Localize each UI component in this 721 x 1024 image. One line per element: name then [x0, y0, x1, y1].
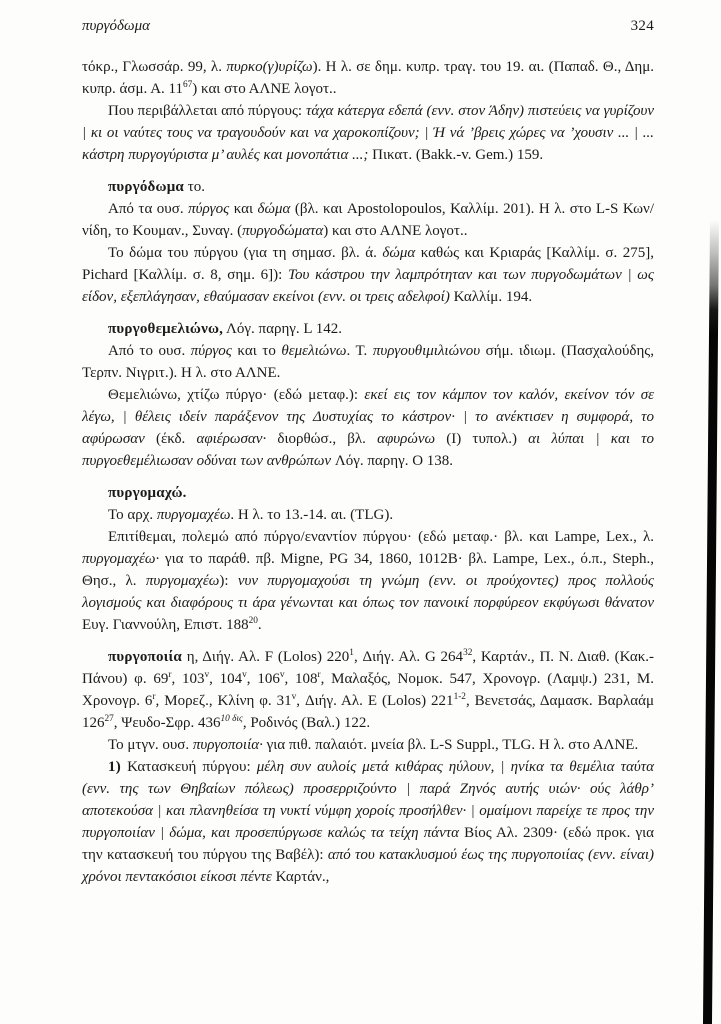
entry-paragraph: [82, 646, 654, 734]
paragraph: [82, 734, 654, 756]
text-segment: Από τα ουσ.: [108, 201, 189, 217]
text-segment: Που περιβάλλεται από πύργους:: [108, 103, 306, 119]
text-segment: (Ι) τυπολ.): [435, 431, 529, 447]
text-segment: , Καρτάν., Π. Ν. Διαθ. (Κακ.-Πάνου) φ. 69: [82, 649, 655, 687]
text-segment: πυργουθιμιλιώνου: [372, 343, 481, 359]
text-segment: Από το ουσ.: [108, 343, 191, 359]
entry-paragraph: [82, 482, 654, 504]
headword-segment: πυργοποιία: [108, 649, 182, 665]
text-segment: Κατασκευή πύργου:: [127, 759, 257, 775]
text-segment: καθώς και Κριαράς [Καλλίμ. σ. 275], Pichard [Καλλίμ. σ. 8, σημ. 6]):: [82, 245, 654, 283]
running-title: πυργόδωμα: [82, 18, 150, 34]
paragraph: [82, 340, 654, 384]
text-segment: , Μαλαξός, Νομοκ. 547, Χρονογρ. (Λαμψ.) 231, Μ. Χρονογρ. 6: [82, 671, 654, 709]
text-segment: θεμελιώνω: [281, 343, 347, 359]
text-segment: . Η λ. το 13.-14. αι. (TLG).: [230, 507, 394, 523]
paragraph: [82, 756, 654, 888]
text-segment: πυργομαχέω·: [82, 551, 160, 567]
text-body: [82, 56, 654, 888]
paragraph: [82, 100, 654, 166]
text-segment: , Μορεζ., Κλίνη φ. 31: [155, 693, 292, 709]
paragraph: [82, 242, 654, 308]
text-segment: , Βενετσάς, Δαμασκ. Βαρλαάμ 126: [82, 693, 654, 731]
text-segment: πυργοποιία·: [192, 737, 263, 753]
text-segment: , 103: [171, 671, 205, 687]
text-segment: Πικατ. (Bakk.-v. Gem.) 159.: [372, 147, 544, 163]
text-segment: Ευγ. Γιαννούλη, Επιστ. 188: [82, 617, 249, 633]
text-segment: πυργομαχέω: [156, 507, 231, 523]
text-segment: v: [291, 692, 297, 702]
text-segment: Θεμελιώνω, χτίζω πύργο· (εδώ μεταφ.):: [108, 387, 365, 403]
entry-paragraph: [82, 318, 654, 340]
text-segment: Το δώμα του πύργου (για τη σημασ. βλ. ά.: [108, 245, 383, 261]
text-segment: v: [242, 670, 247, 680]
paragraph: [82, 198, 654, 242]
headword-segment: πυργομαχώ.: [108, 485, 187, 501]
text-segment: v: [279, 670, 285, 680]
text-segment: 32: [463, 648, 473, 658]
entry-paragraph: [82, 176, 654, 198]
text-segment: ) και στο ΑΛΝΕ λογοτ..: [192, 81, 337, 97]
text-segment: 67: [182, 80, 193, 90]
text-segment: (βλ. και Apostolopoulos, Καλλίμ. 201). Η λ. στο L-S Κων/νίδη, το Κουμαν., Συναγ. (: [82, 201, 654, 239]
text-segment: Το μτγν. ουσ.: [108, 737, 193, 753]
text-segment: (έκδ.: [155, 431, 197, 447]
text-segment: . Τ.: [346, 343, 373, 359]
text-segment: , Ψευδο-Σφρ. 436: [113, 715, 221, 731]
text-segment: πυρκο(γ)υρίζω: [226, 59, 313, 75]
text-segment: 27: [104, 714, 114, 724]
paragraph: [82, 526, 654, 636]
text-segment: r: [317, 670, 321, 680]
text-segment: αι λύπαι | και το πυργοεθεμέλιωσαν οδύναι των ανθρώπων: [82, 431, 655, 469]
text-segment: δώμα: [257, 201, 291, 217]
text-segment: v: [204, 670, 210, 680]
headword-segment: 1): [108, 759, 128, 775]
text-segment: ):: [219, 573, 238, 589]
text-segment: r: [152, 692, 156, 702]
text-segment: , Διήγ. Αλ. G 264: [353, 649, 464, 665]
paragraph: [82, 384, 654, 472]
text-segment: , 106: [246, 671, 280, 687]
text-segment: Το αρχ.: [108, 507, 157, 523]
text-segment: η, Διήγ. Αλ. F (Lolos) 220: [181, 649, 350, 665]
text-segment: για το παράθ. πβ. Migne, PG 34, 1860, 1012B· βλ. Lampe, Lex., ό.π., Steph., Θησ., λ.: [82, 551, 654, 589]
headword-segment: πυργοθεμελιώνω,: [108, 321, 224, 337]
text-segment: , 104: [209, 671, 243, 687]
text-segment: Βίος Αλ. 2309· (εδώ προκ. για την κατασκευή του πύργου της Βαβέλ):: [82, 825, 654, 863]
text-segment: αφυρώνω: [377, 431, 436, 447]
text-segment: εκεί εις τον κάμπον τον καλόν, εκείνον τόν σε λέγω, | θέλεις ιδείν παράξενον της Δυστυχίας το κάστρον· | το ανέκτισεν η συμφορά, το αφύρωσαν: [82, 387, 654, 447]
text-segment: 20: [248, 616, 258, 626]
paragraph: [82, 504, 654, 526]
text-segment: 1: [349, 648, 354, 658]
text-segment: 10 δις: [220, 714, 243, 724]
text-segment: σήμ. ιδιωμ. (Πασχαλούδης, Τερπν. Νιγριτ.). Η λ. στο ΑΛΝΕ.: [82, 343, 655, 381]
text-segment: για πιθ. παλαιότ. μνεία βλ. L-S Suppl., TLG. Η λ. στο ΑΛΝΕ.: [262, 737, 639, 753]
text-segment: , Ροδινός (Βαλ.) 122.: [242, 715, 371, 731]
text-segment: τόκρ., Γλωσσάρ. 99, λ.: [82, 59, 227, 75]
page-header: [82, 18, 654, 35]
text-segment: το.: [183, 179, 206, 195]
text-segment: ). Η λ. σε δημ. κυπρ. τραγ. του 19. αι. (Παπαδ. Θ., Δημ. κυπρ. άσμ. Α. 11: [82, 59, 654, 97]
page-number: 324: [630, 18, 654, 34]
text-segment: μέλη συν αυλοίς μετά κιθάρας ηύλουν, | ηνίκα τα θεμέλια ταύτα (ενν. της των Θηβαίων πόλεως) προσερριζούντο | παρά Ζηνός αυτής υιών· ούς λάθρ’ αποτεκούσα | και πλανηθείσα τη νυκτί νύμφη χοροίς προσήλθεν· | ομαίμονι παρείχε τε προς την πυργοποιίαν | δώμα, και προσεπύργωσε καλώς τα τείχη πάντα: [82, 759, 654, 841]
paragraph: [82, 56, 654, 100]
text-segment: αφιέρωσαν·: [196, 431, 267, 447]
text-segment: πυργομαχέω: [145, 573, 220, 589]
text-segment: Καρτάν.,: [275, 869, 330, 885]
text-segment: νυν πυργομαχούσι τη γνώμη (ενν. οι προύχοντες) προς πολλούς λογισμούς και διαφόρους τι άρα γένωνται και όπως τον πανοικί πορφύρεον εκφύγωσι θάνατον: [82, 573, 654, 611]
text-segment: ) και στο ΑΛΝΕ λογοτ..: [323, 223, 468, 239]
text-segment: από του κατακλυσμού έως της πυργοποιίας (ενν. είναι) χρόνοι πεντακόσιοι είκοσι πέντε: [82, 847, 655, 885]
headword-segment: πυργόδωμα: [108, 179, 184, 195]
text-segment: και: [229, 201, 258, 217]
text-segment: Καλλίμ. 194.: [453, 289, 533, 305]
text-segment: πύργος: [188, 201, 230, 217]
text-segment: r: [168, 670, 172, 680]
text-segment: Του κάστρου την λαμπρότηταν και των πυργοδωμάτων | ως είδον, εξεπλάγησαν, εθαύμασαν εκείνοι (ενν. οι τρεις αδελφοί): [82, 267, 654, 305]
text-segment: , Διήγ. Αλ. Ε (Lolos) 221: [296, 693, 454, 709]
text-segment: , 108: [284, 671, 318, 687]
text-segment: δώμα: [382, 245, 416, 261]
text-segment: 1-2: [453, 692, 466, 702]
text-segment: Λόγ. παρηγ. L 142.: [223, 321, 343, 337]
text-segment: και το: [231, 343, 282, 359]
scan-artifact-black-strip: [703, 220, 719, 1024]
text-segment: πύργος: [190, 343, 232, 359]
text-segment: Λόγ. παρηγ. Ο 138.: [334, 453, 454, 469]
text-segment: .: [257, 617, 262, 633]
text-segment: διορθώσ., βλ.: [266, 431, 378, 447]
text-segment: Επιτίθεμαι, πολεμώ από πύργο/εναντίον πύργου· (εδώ μεταφ.· βλ. και Lampe, Lex., λ.: [108, 529, 654, 545]
text-segment: πυργοδώματα: [242, 223, 324, 239]
text-segment: τάχα κάτεργα εδεπά (ενν. στον Άδην) πιστεύεις να γυρίζουν | κι οι ναύτες τους να τραγουδούν και να χαροκοπίζουν; | Ή νά ’βρεις χώρες να ’χουσιν ... | ... κάστρη πυργογύριστα μ’ αυλές και μονοπάτια ...;: [82, 103, 654, 163]
